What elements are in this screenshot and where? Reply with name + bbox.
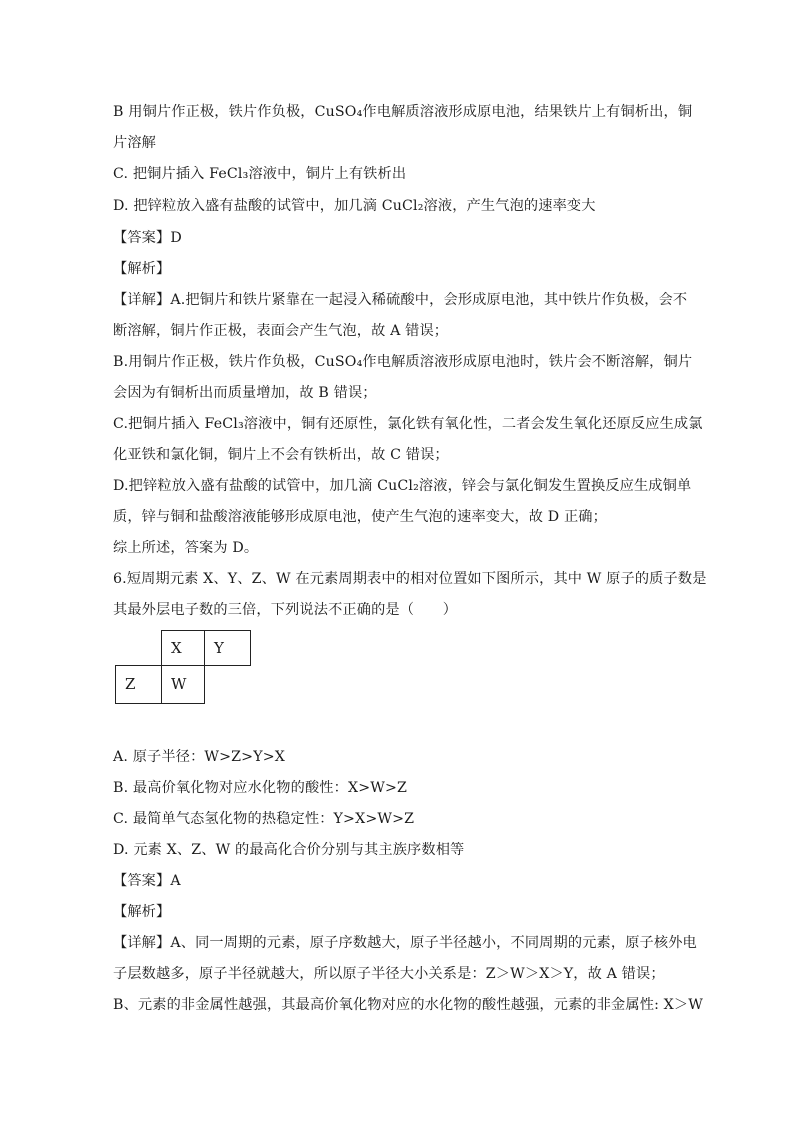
option-a: A. 原子半径：W>Z>Y>X: [113, 749, 286, 765]
text-line: 化亚铁和氯化铜，铜片上不会有铁析出，故 C 错误；: [113, 447, 449, 463]
text-line: 会因为有铜析出而质量增加，故 B 错误；: [113, 385, 377, 401]
text-line: 【详解】A.把铜片和铁片紧靠在一起浸入稀硫酸中，会形成原电池，其中铁片作负极，会不: [113, 292, 688, 308]
text-line: 【详解】A、同一周期的元素，原子序数越大，原子半径越小，不同周期的元素，原子核外电: [113, 935, 697, 951]
option-b: B. 最高价氧化物对应水化物的酸性：X>W>Z: [113, 780, 408, 796]
text-line: B、元素的非金属性越强，其最高价氧化物对应的水化物的酸性越强，元素的非金属性: X＞W: [113, 997, 703, 1013]
cell-w: W: [161, 665, 205, 704]
text-line: D.把锌粒放入盛有盐酸的试管中，加几滴 CuCl₂溶液，锌会与氯化铜发生置换反应生成铜单: [113, 478, 692, 494]
cell-y: Y: [204, 630, 251, 666]
option-c: C. 最简单气态氢化物的热稳定性：Y>X>W>Z: [113, 811, 415, 827]
question-6-cont: 其最外层电子数的三倍，下列说法不正确的是（ ）: [113, 602, 458, 618]
option-d: D. 元素 X、Z、W 的最高化合价分别与其主族序数相等: [113, 842, 465, 858]
text-line: 片溶解: [113, 135, 157, 151]
text-line: D. 把锌粒放入盛有盐酸的试管中，加几滴 CuCl₂溶液，产生气泡的速率变大: [113, 198, 596, 214]
periodic-table-fragment: [115, 630, 252, 704]
text-line: 断溶解，铜片作正极，表面会产生气泡，故 A 错误；: [113, 323, 449, 339]
text-line: 综上所述，答案为 D。: [113, 540, 259, 556]
question-6: 6.短周期元素 X、Y、Z、W 在元素周期表中的相对位置如下图所示，其中 W 原子的质子数是: [113, 571, 707, 587]
text-line: 子层数越多，原子半径就越大，所以原子半径大小关系是：Z＞W＞X＞Y，故 A 错误；: [113, 966, 665, 982]
text-line: C. 把铜片插入 FeCl₃溶液中，铜片上有铁析出: [113, 166, 407, 182]
text-line: B 用铜片作正极，铁片作负极，CuSO₄作电解质溶液形成原电池，结果铁片上有铜析出，铜: [113, 104, 693, 120]
text-line: B.用铜片作正极，铁片作负极，CuSO₄作电解质溶液形成原电池时，铁片会不断溶解，铜片: [113, 354, 693, 370]
answer-label: 【答案】D: [113, 230, 182, 246]
text-line: 质，锌与铜和盐酸溶液能够形成原电池，使产生气泡的速率变大，故 D 正确；: [113, 509, 607, 525]
cell-x: X: [161, 630, 205, 666]
answer-label: 【答案】A: [113, 873, 181, 889]
cell-z: Z: [115, 665, 162, 704]
analysis-label: 【解析】: [113, 904, 171, 920]
text-line: C.把铜片插入 FeCl₃溶液中，铜有还原性，氯化铁有氧化性，二者会发生氧化还原反应生成氯: [113, 416, 703, 432]
analysis-label: 【解析】: [113, 261, 171, 277]
